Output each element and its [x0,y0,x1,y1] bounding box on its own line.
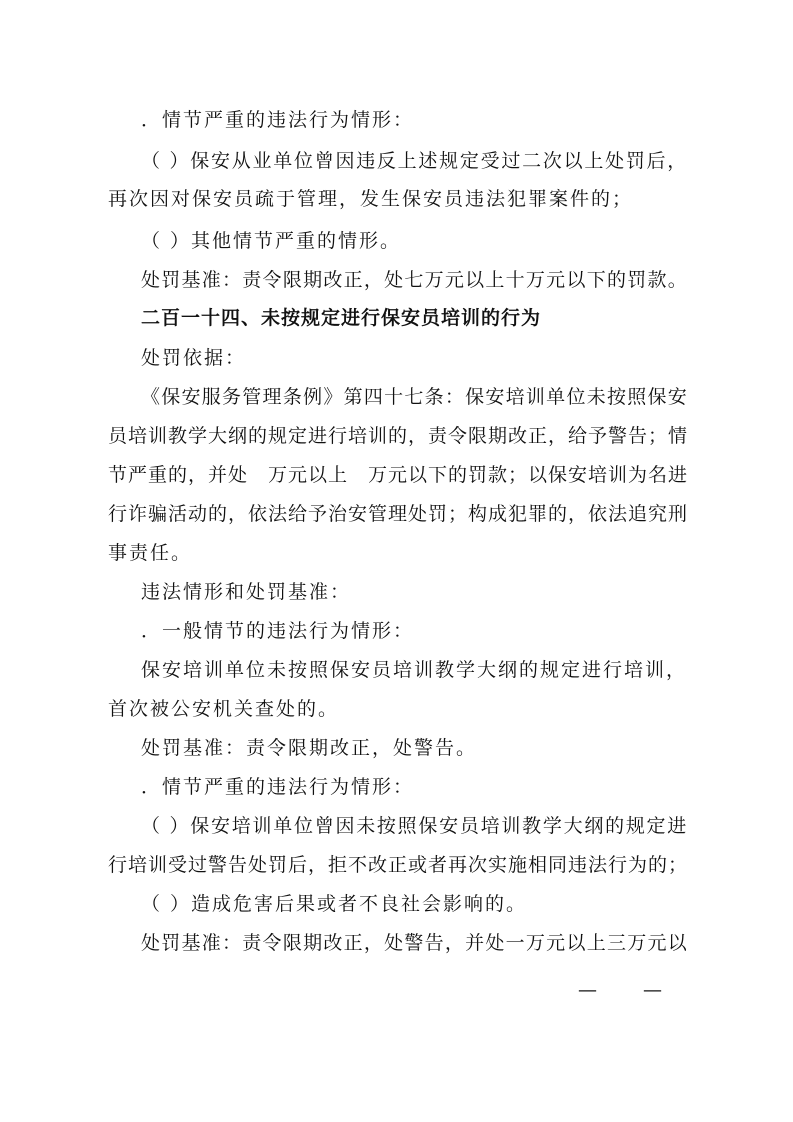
section-heading: 二百一十四、未按规定进行保安员培训的行为 [141,307,542,329]
text-line: ．情节严重的违法行为情形： [141,776,415,798]
text-line: 违法情形和处罚基准： [141,581,352,603]
text-line: 处罚基准：责令限期改正，处警告，并处一万元以上三万元以 [141,932,689,954]
text-line: ．一般情节的违法行为情形： [141,620,415,642]
text-line: 处罚基准：责令限期改正，处警告。 [141,737,478,759]
text-line: 《保安服务管理条例》第四十七条：保安培训单位未按照保安 [141,386,689,408]
text-line: 再次因对保安员疏于管理，发生保安员违法犯罪案件的； [108,188,634,210]
text-line: 节严重的，并处 万元以上 万元以下的罚款；以保安培训为名进 [108,464,689,486]
text-line: 处罚依据： [141,347,247,369]
text-line: ．情节严重的违法行为情形： [141,109,415,131]
text-line: 首次被公安机关查处的。 [108,698,340,720]
text-line: 行诈骗活动的，依法给予治安管理处罚；构成犯罪的，依法追究刑 [108,503,689,525]
text-line: 事责任。 [108,542,193,564]
page-number-dash-left: — [578,979,597,1001]
text-line: 处罚基准：责令限期改正，处七万元以上十万元以下的罚款。 [141,269,689,291]
text-line: 员培训教学大纲的规定进行培训的，责令限期改正，给予警告；情 [108,425,689,447]
text-line: 保安培训单位未按照保安员培训教学大纲的规定进行培训， [141,659,688,681]
text-line: （ ）保安培训单位曾因未按照保安员培训教学大纲的规定进 [141,815,689,837]
text-line: （ ）造成危害后果或者不良社会影响的。 [141,893,528,915]
page-number-dash-right: — [643,979,662,1001]
text-line: （ ）保安从业单位曾因违反上述规定受过二次以上处罚后， [141,150,689,172]
text-line: 行培训受过警告处罚后，拒不改正或者再次实施相同违法行为的； [108,854,689,876]
text-line: （ ）其他情节严重的情形。 [141,230,402,252]
